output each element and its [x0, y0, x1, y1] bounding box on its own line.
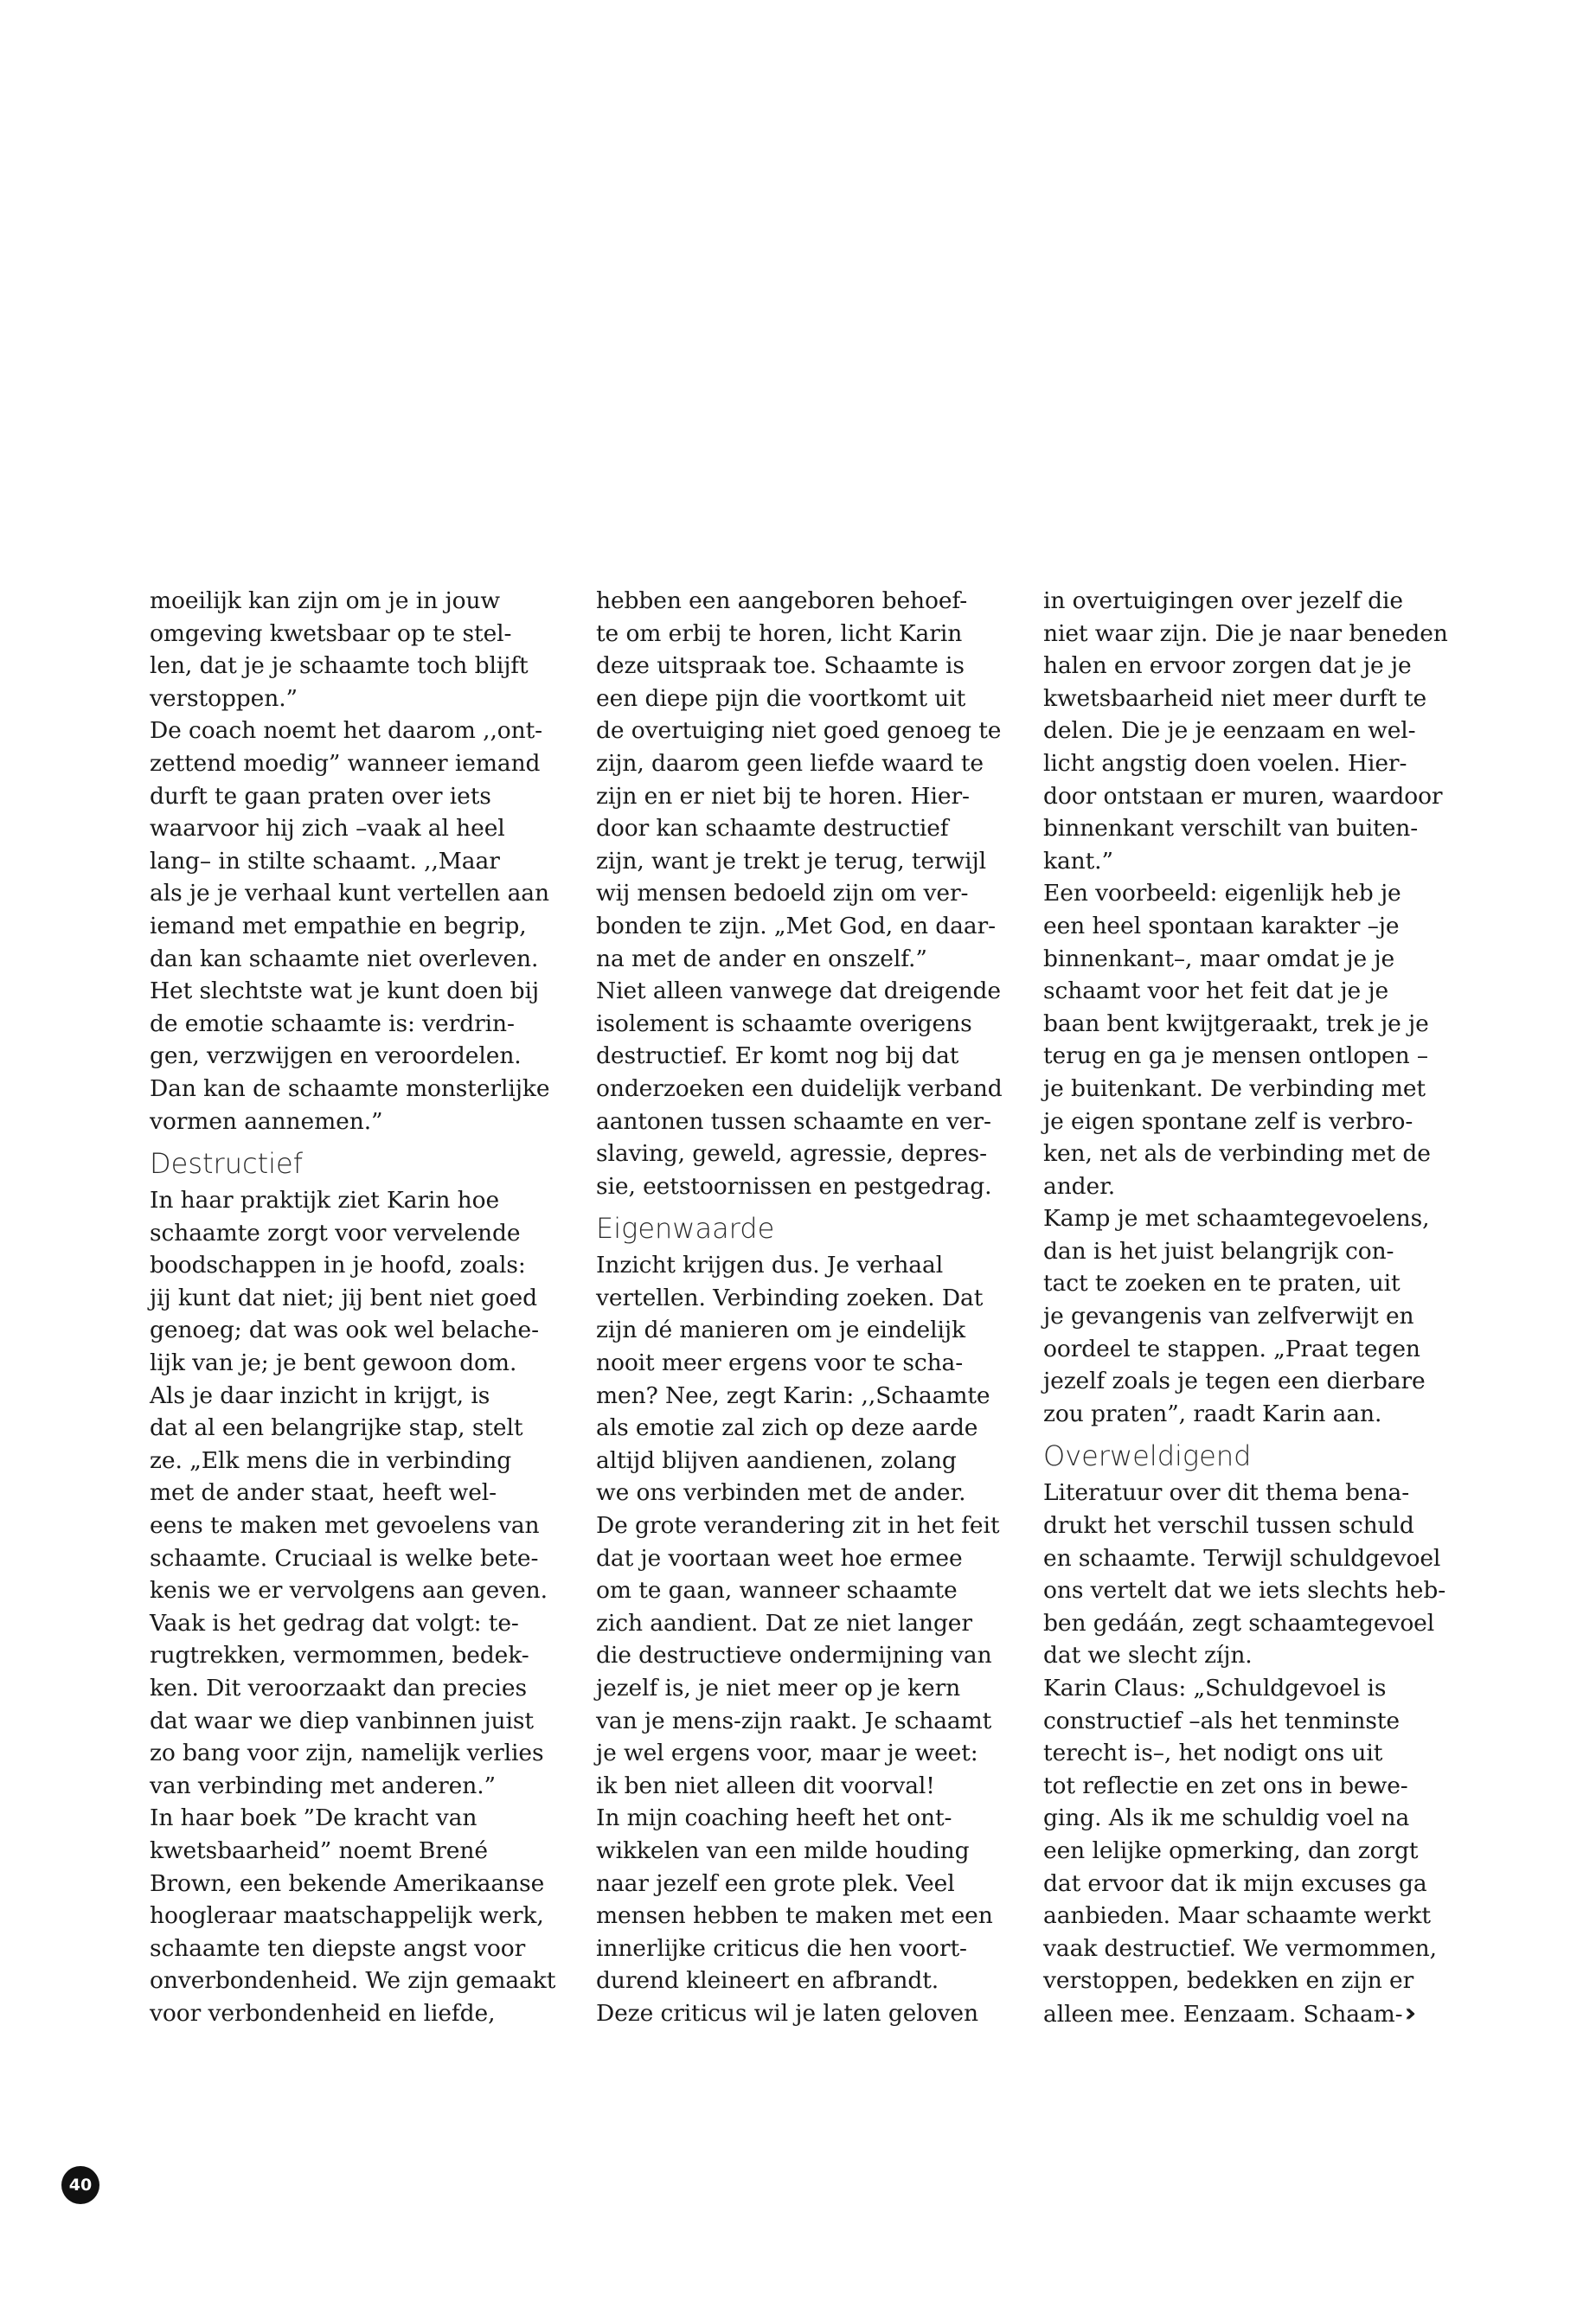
text-line: je wel ergens voor, maar je weet: — [596, 1740, 978, 1767]
text-line: innerlijke criticus die hen voort- — [596, 1934, 967, 1962]
text-line: ken. Dit veroorzaakt dan precies — [150, 1675, 528, 1702]
text-line: ken, net als de verbinding met de — [1043, 1140, 1431, 1168]
text-line: terug en ga je mensen ontlopen – — [1043, 1042, 1429, 1070]
text-line: binnenkant–, maar omdat je je — [1043, 945, 1395, 972]
section-heading: Eigenwaarde — [596, 1212, 775, 1246]
text-line: met de ander staat, heeft wel- — [150, 1479, 497, 1507]
text-line: zettend moedig” wanneer iemand — [150, 749, 541, 777]
text-line: ik ben niet alleen dit voorval! — [596, 1772, 935, 1799]
column-1 — [150, 585, 574, 2030]
text-line: een lelijke opmerking, dan zorgt — [1043, 1836, 1419, 1864]
text-line: je gevangenis van zelfverwijt en — [1043, 1303, 1414, 1330]
text-line: omgeving kwetsbaar op te stel- — [150, 619, 512, 647]
text-line: nooit meer ergens voor te scha- — [596, 1349, 964, 1377]
text-line: een heel spontaan karakter –je — [1043, 912, 1400, 939]
text-line: voor verbondenheid en liefde, — [150, 1999, 496, 2027]
text-line: kwetsbaarheid” noemt Brené — [150, 1836, 488, 1864]
text-line: lang– in stilte schaamt. ,,Maar — [150, 847, 500, 875]
text-line: schaamte. Cruciaal is welke bete- — [150, 1544, 539, 1572]
text-line: als emotie zal zich op deze aarde — [596, 1414, 978, 1442]
text-line: dat waar we diep vanbinnen juist — [150, 1707, 534, 1734]
text-line: Kamp je met schaamtegevoelens, — [1043, 1205, 1430, 1233]
text-line: delen. Die je je eenzaam en wel- — [1043, 717, 1416, 745]
text-line: isolement is schaamte overigens — [596, 1009, 972, 1037]
text-line: In haar praktijk ziet Karin hoe — [150, 1187, 500, 1215]
text-line: jij kunt dat niet; jij bent niet goed — [150, 1284, 537, 1311]
text-line: terecht is–, het nodigt ons uit — [1043, 1740, 1383, 1767]
text-line: hoogleraar maatschappelijk werk, — [150, 1902, 544, 1930]
text-line: sie, eetstoornissen en pestgedrag. — [596, 1172, 992, 1200]
text-line: gen, verzwijgen en veroordelen. — [150, 1042, 522, 1070]
text-line: aantonen tussen schaamte en ver- — [596, 1107, 991, 1135]
text-line: De grote verandering zit in het feit — [596, 1512, 1000, 1540]
text-line: slaving, geweld, agressie, depres- — [596, 1140, 987, 1168]
text-line: na met de ander en onszelf.” — [596, 945, 927, 972]
text-line: vaak destructief. We vermommen, — [1043, 1934, 1437, 1962]
text-line: schaamt voor het feit dat je je — [1043, 977, 1389, 1005]
text-line: binnenkant verschilt van buiten- — [1043, 815, 1419, 843]
section-heading: Overweldigend — [1043, 1439, 1252, 1473]
text-line: mensen hebben te maken met een — [596, 1902, 993, 1930]
text-line: Niet alleen vanwege dat dreigende — [596, 977, 1001, 1005]
text-line: rugtrekken, vermommen, bedek- — [150, 1642, 529, 1670]
text-line: als je je verhaal kunt vertellen aan — [150, 880, 549, 907]
text-line: Als je daar inzicht in krijgt, is — [150, 1381, 490, 1409]
text-line: Karin Claus: „Schuldgevoel is — [1043, 1675, 1387, 1702]
text-line: durend kleineert en afbrandt. — [596, 1967, 939, 1995]
text-line: Het slechtste wat je kunt doen bij — [150, 977, 540, 1005]
text-line: tact te zoeken en te praten, uit — [1043, 1270, 1401, 1298]
text-line: wij mensen bedoeld zijn om ver- — [596, 880, 969, 907]
text-line: wikkelen van een milde houding — [596, 1836, 970, 1864]
page-number-badge: 40 — [61, 2166, 99, 2204]
text-line: Dan kan de schaamte monsterlijke — [150, 1074, 550, 1102]
column-3 — [1043, 585, 1467, 2030]
text-line: genoeg; dat was ook wel belache- — [150, 1317, 539, 1344]
text-line: deze uitspraak toe. Schaamte is — [596, 652, 965, 680]
text-line: ging. Als ik me schuldig voel na — [1043, 1804, 1410, 1832]
text-line: licht angstig doen voelen. Hier- — [1043, 749, 1407, 777]
text-line: dat we slecht zíjn. — [1043, 1642, 1253, 1670]
text-line: kenis we er vervolgens aan geven. — [150, 1577, 548, 1605]
text-line: verstoppen.” — [150, 684, 298, 712]
text-line: vormen aannemen.” — [150, 1107, 383, 1135]
text-line: dan kan schaamte niet overleven. — [150, 945, 539, 972]
text-line: Deze criticus wil je laten geloven — [596, 1999, 978, 2027]
text-line: schaamte zorgt voor vervelende — [150, 1219, 521, 1247]
text-line: zijn, daarom geen liefde waard te — [596, 749, 984, 777]
text-line: eens te maken met gevoelens van — [150, 1512, 540, 1540]
text-line: iemand met empathie en begrip, — [150, 912, 527, 939]
text-line: een diepe pijn die voortkomt uit — [596, 684, 966, 712]
text-line: ze. „Elk mens die in verbinding — [150, 1446, 512, 1474]
text-line: niet waar zijn. Die je naar beneden — [1043, 619, 1448, 647]
text-line: durft te gaan praten over iets — [150, 782, 491, 810]
text-line: boodschappen in je hoofd, zoals: — [150, 1252, 526, 1279]
text-line: ander. — [1043, 1172, 1116, 1200]
text-line — [1043, 1997, 1467, 2030]
text-line: bonden te zijn. „Met God, en daar- — [596, 912, 996, 939]
text-line: lijk van je; je bent gewoon dom. — [150, 1349, 517, 1377]
text-line: dan is het juist belangrijk con- — [1043, 1237, 1394, 1265]
text-line: zou praten”, raadt Karin aan. — [1043, 1400, 1382, 1427]
text-line: In mijn coaching heeft het ont- — [596, 1804, 952, 1832]
text-line: en schaamte. Terwijl schuldgevoel — [1043, 1544, 1441, 1572]
text-line: van je mens-zijn raakt. Je schaamt — [596, 1707, 992, 1734]
text-line: aanbieden. Maar schaamte werkt — [1043, 1902, 1431, 1930]
text-line: Een voorbeeld: eigenlijk heb je — [1043, 880, 1401, 907]
text-line: zijn dé manieren om je eindelijk — [596, 1317, 965, 1344]
text-line: in overtuigingen over jezelf die — [1043, 587, 1403, 614]
text-line-content: alleen mee. Eenzaam. Schaam- — [1043, 2000, 1403, 2028]
text-line: van verbinding met anderen.” — [150, 1772, 496, 1799]
text-line: Vaak is het gedrag dat volgt: te- — [150, 1609, 519, 1637]
text-line: je buitenkant. De verbinding met — [1043, 1074, 1426, 1102]
text-line: zijn, want je trekt je terug, terwijl — [596, 847, 986, 875]
text-line: dat ervoor dat ik mijn excuses ga — [1043, 1869, 1427, 1897]
text-line: hebben een aangeboren behoef- — [596, 587, 968, 614]
text-line: drukt het verschil tussen schuld — [1043, 1512, 1414, 1540]
text-line: schaamte ten diepste angst voor — [150, 1934, 526, 1962]
text-line: waarvoor hij zich –vaak al heel — [150, 815, 505, 843]
text-line: die destructieve ondermijning van — [596, 1642, 992, 1670]
column-2 — [596, 585, 1020, 2030]
text-line: oordeel te stappen. „Praat tegen — [1043, 1335, 1420, 1362]
text-line: te om erbij te horen, licht Karin — [596, 619, 963, 647]
text-line: destructief. Er komt nog bij dat — [596, 1042, 959, 1070]
text-line: naar jezelf een grote plek. Veel — [596, 1869, 955, 1897]
text-line: verstoppen, bedekken en zijn er — [1043, 1967, 1414, 1995]
text-line: jezelf zoals je tegen een dierbare — [1043, 1368, 1426, 1395]
text-line: kant.” — [1043, 847, 1113, 875]
text-line: ons vertelt dat we iets slechts heb- — [1043, 1577, 1446, 1605]
text-line: door kan schaamte destructief — [596, 815, 949, 843]
text-line: halen en ervoor zorgen dat je je — [1043, 652, 1412, 680]
text-line: Brown, een bekende Amerikaanse — [150, 1869, 545, 1897]
text-line: de overtuiging niet goed genoeg te — [596, 717, 1002, 745]
text-line: vertellen. Verbinding zoeken. Dat — [596, 1284, 984, 1311]
text-line: zo bang voor zijn, namelijk verlies — [150, 1740, 544, 1767]
text-line: door ontstaan er muren, waardoor — [1043, 782, 1443, 810]
text-line: constructief –als het tenminste — [1043, 1707, 1400, 1734]
text-line: ben gedáán, zegt schaamtegevoel — [1043, 1609, 1435, 1637]
text-line: len, dat je je schaamte toch blijft — [150, 652, 529, 680]
text-line: Inzicht krijgen dus. Je verhaal — [596, 1252, 944, 1279]
text-line: dat je voortaan weet hoe ermee — [596, 1544, 963, 1572]
section-heading: Destructief — [150, 1147, 303, 1181]
text-line: kwetsbaarheid niet meer durft te — [1043, 684, 1427, 712]
text-line: jezelf is, je niet meer op je kern — [596, 1675, 961, 1702]
text-line: Literatuur over dit thema bena- — [1043, 1479, 1410, 1507]
text-line: we ons verbinden met de ander. — [596, 1479, 966, 1507]
text-line: In haar boek ”De kracht van — [150, 1804, 478, 1832]
text-line: moeilijk kan zijn om je in jouw — [150, 587, 500, 614]
text-line: zijn en er niet bij te horen. Hier- — [596, 782, 970, 810]
text-line: De coach noemt het daarom ,,ont- — [150, 717, 543, 745]
text-line: men? Nee, zegt Karin: ,,Schaamte — [596, 1381, 990, 1409]
text-line: zich aandient. Dat ze niet langer — [596, 1609, 972, 1637]
text-line: de emotie schaamte is: verdrin- — [150, 1009, 515, 1037]
text-line: tot reflectie en zet ons in bewe- — [1043, 1772, 1408, 1799]
text-line: altijd blijven aandienen, zolang — [596, 1446, 957, 1474]
text-line: onverbondenheid. We zijn gemaakt — [150, 1967, 556, 1995]
text-line: dat al een belangrijke stap, stelt — [150, 1414, 523, 1442]
text-line: je eigen spontane zelf is verbro- — [1043, 1107, 1413, 1135]
text-line: baan bent kwijtgeraakt, trek je je — [1043, 1009, 1429, 1037]
text-line: onderzoeken een duidelijk verband — [596, 1074, 1003, 1102]
text-line: om te gaan, wanneer schaamte — [596, 1577, 958, 1605]
